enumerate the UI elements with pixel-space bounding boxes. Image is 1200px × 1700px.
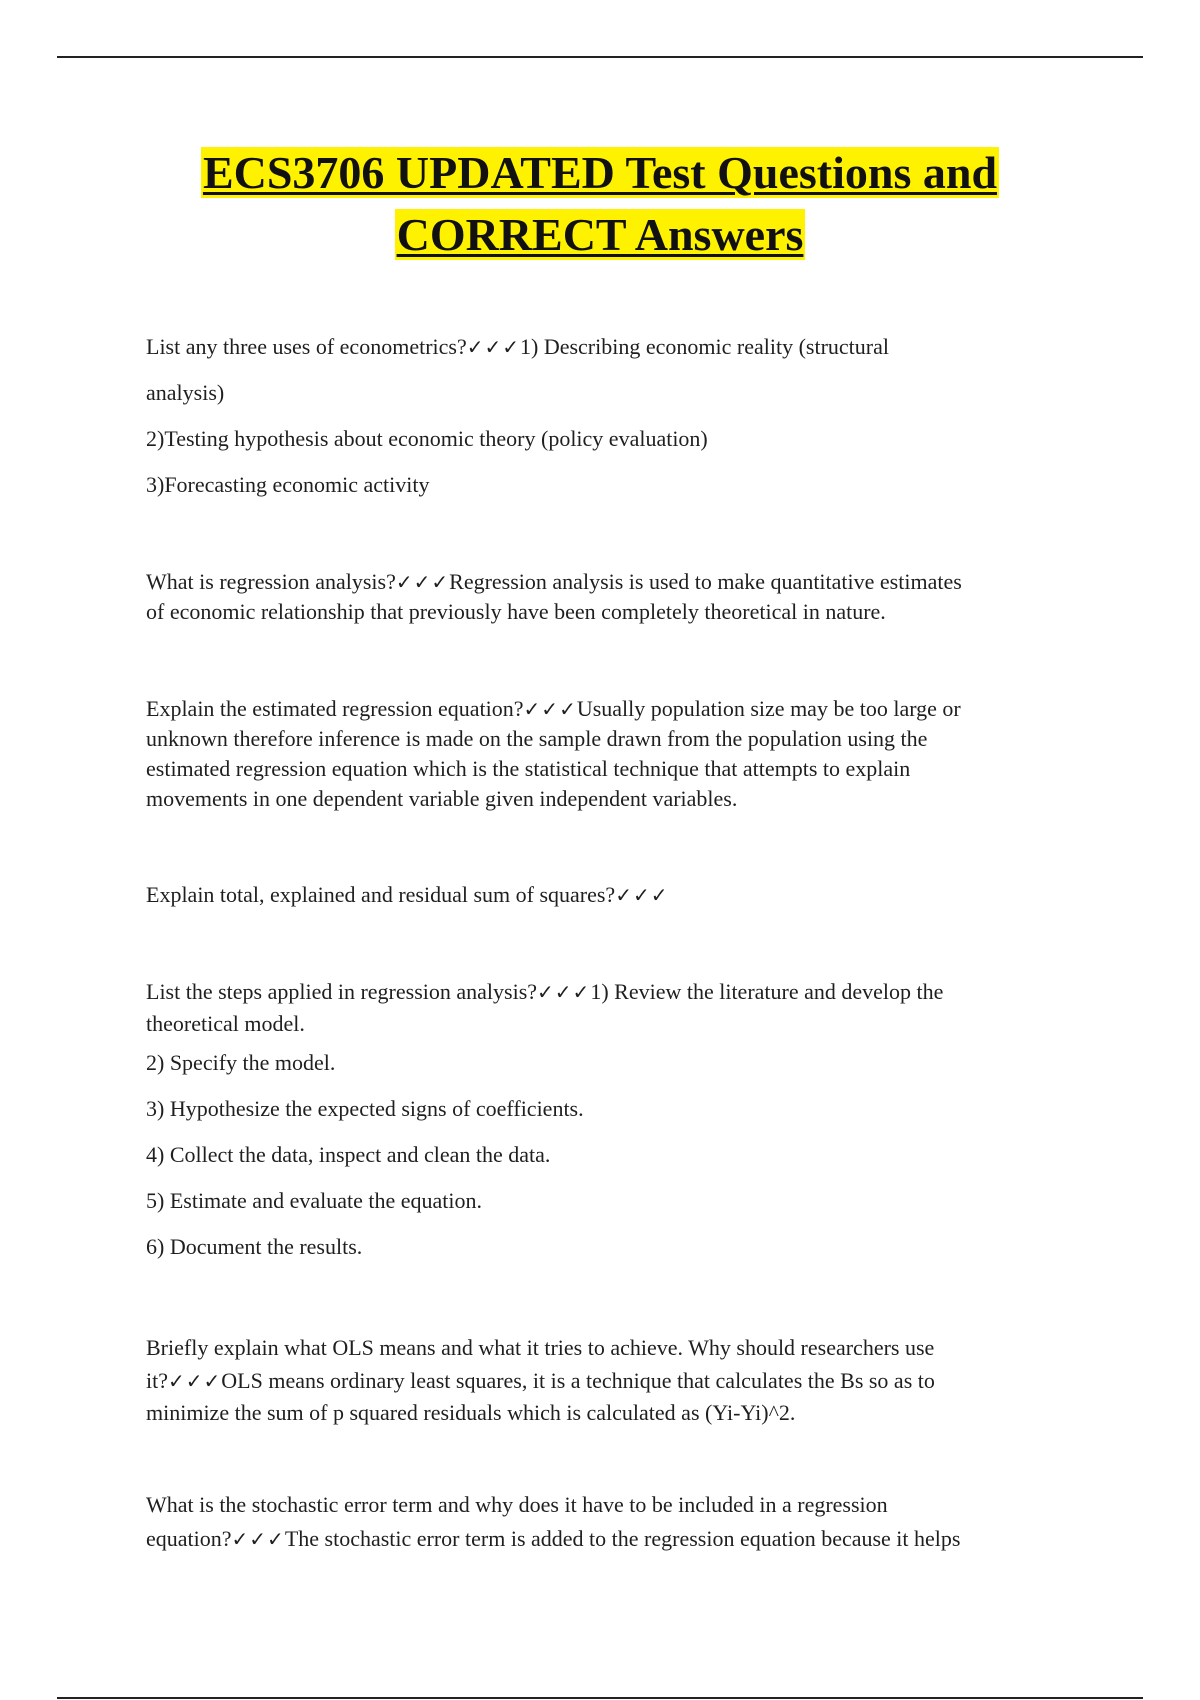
answer-line: 6) Document the results. — [146, 1234, 363, 1259]
question-text: equation? — [146, 1526, 232, 1551]
answer-line: 2) Specify the model. — [146, 1050, 336, 1075]
answer-line: estimated regression equation which is the statistical technique that attempts to explain — [146, 756, 911, 781]
answer-text: Usually population size may be too large or — [576, 696, 961, 721]
answer-line: unknown therefore inference is made on the sample drawn from the population using the — [146, 726, 928, 751]
qa-line — [146, 567, 1046, 597]
check-marks-icon: ✓✓✓ — [168, 1369, 222, 1393]
qa-item — [146, 324, 1046, 508]
qa-item — [146, 976, 1046, 1270]
answer-line: 5) Estimate and evaluate the equation. — [146, 1188, 482, 1213]
qa-item — [146, 567, 1046, 627]
qa-line — [146, 1522, 1046, 1556]
qa-line — [146, 976, 1046, 1008]
answer-line: 3) Hypothesize the expected signs of coefficients. — [146, 1096, 584, 1121]
title-line-1: ECS3706 UPDATED Test Questions and — [202, 147, 998, 198]
answer-text: 1) Review the literature and develop the — [590, 979, 944, 1004]
answer-line: 2)Testing hypothesis about economic theory (policy evaluation) — [146, 426, 708, 451]
check-marks-icon: ✓✓✓ — [615, 883, 669, 907]
qa-item — [146, 694, 1046, 814]
qa-line — [146, 1364, 1046, 1398]
answer-text: The stochastic error term is added to the regression equation because it helps — [284, 1526, 961, 1551]
answer-line: 4) Collect the data, inspect and clean the data. — [146, 1142, 551, 1167]
check-marks-icon: ✓✓✓ — [231, 1527, 285, 1551]
bottom-rule — [57, 1697, 1143, 1699]
top-rule — [57, 56, 1143, 58]
question-text: List the steps applied in regression analysis? — [146, 979, 538, 1004]
question-text: it? — [146, 1368, 168, 1393]
question-text: Explain total, explained and residual sum of squares? — [146, 882, 616, 907]
check-marks-icon: ✓✓✓ — [466, 335, 520, 359]
question-line: What is the stochastic error term and why does it have to be included in a regression — [146, 1492, 888, 1517]
answer-line: of economic relationship that previously have been completely theoretical in nature. — [146, 599, 886, 624]
answer-line: 3)Forecasting economic activity — [146, 472, 430, 497]
question-text: List any three uses of econometrics? — [146, 334, 467, 359]
check-marks-icon: ✓✓✓ — [395, 570, 450, 594]
answer-text: OLS means ordinary least squares, it is a technique that calculates the Bs so as to — [221, 1368, 935, 1393]
qa-line — [146, 324, 1046, 370]
qa-line — [146, 694, 1046, 724]
answer-text: 1) Describing economic reality (structural — [520, 334, 889, 359]
qa-item — [146, 1331, 1046, 1428]
question-line: Briefly explain what OLS means and what it tries to achieve. Why should researchers use — [146, 1335, 935, 1360]
answer-line: theoretical model. — [146, 1011, 305, 1036]
qa-line — [146, 880, 1046, 910]
check-marks-icon: ✓✓✓ — [523, 697, 577, 721]
answer-line: minimize the sum of p squared residuals which is calculated as (Yi-Yi)^2. — [146, 1400, 796, 1425]
question-text: What is regression analysis? — [146, 569, 396, 594]
question-text: Explain the estimated regression equation? — [146, 696, 524, 721]
answer-line: movements in one dependent variable given independent variables. — [146, 786, 738, 811]
qa-item — [146, 1488, 1046, 1556]
qa-item — [146, 880, 1046, 910]
answer-text: Regression analysis is used to make quantitative estimates — [449, 569, 962, 594]
title-line-2: CORRECT Answers — [396, 209, 804, 260]
answer-line: analysis) — [146, 380, 225, 405]
document-title — [100, 142, 1100, 266]
check-marks-icon: ✓✓✓ — [537, 980, 591, 1004]
